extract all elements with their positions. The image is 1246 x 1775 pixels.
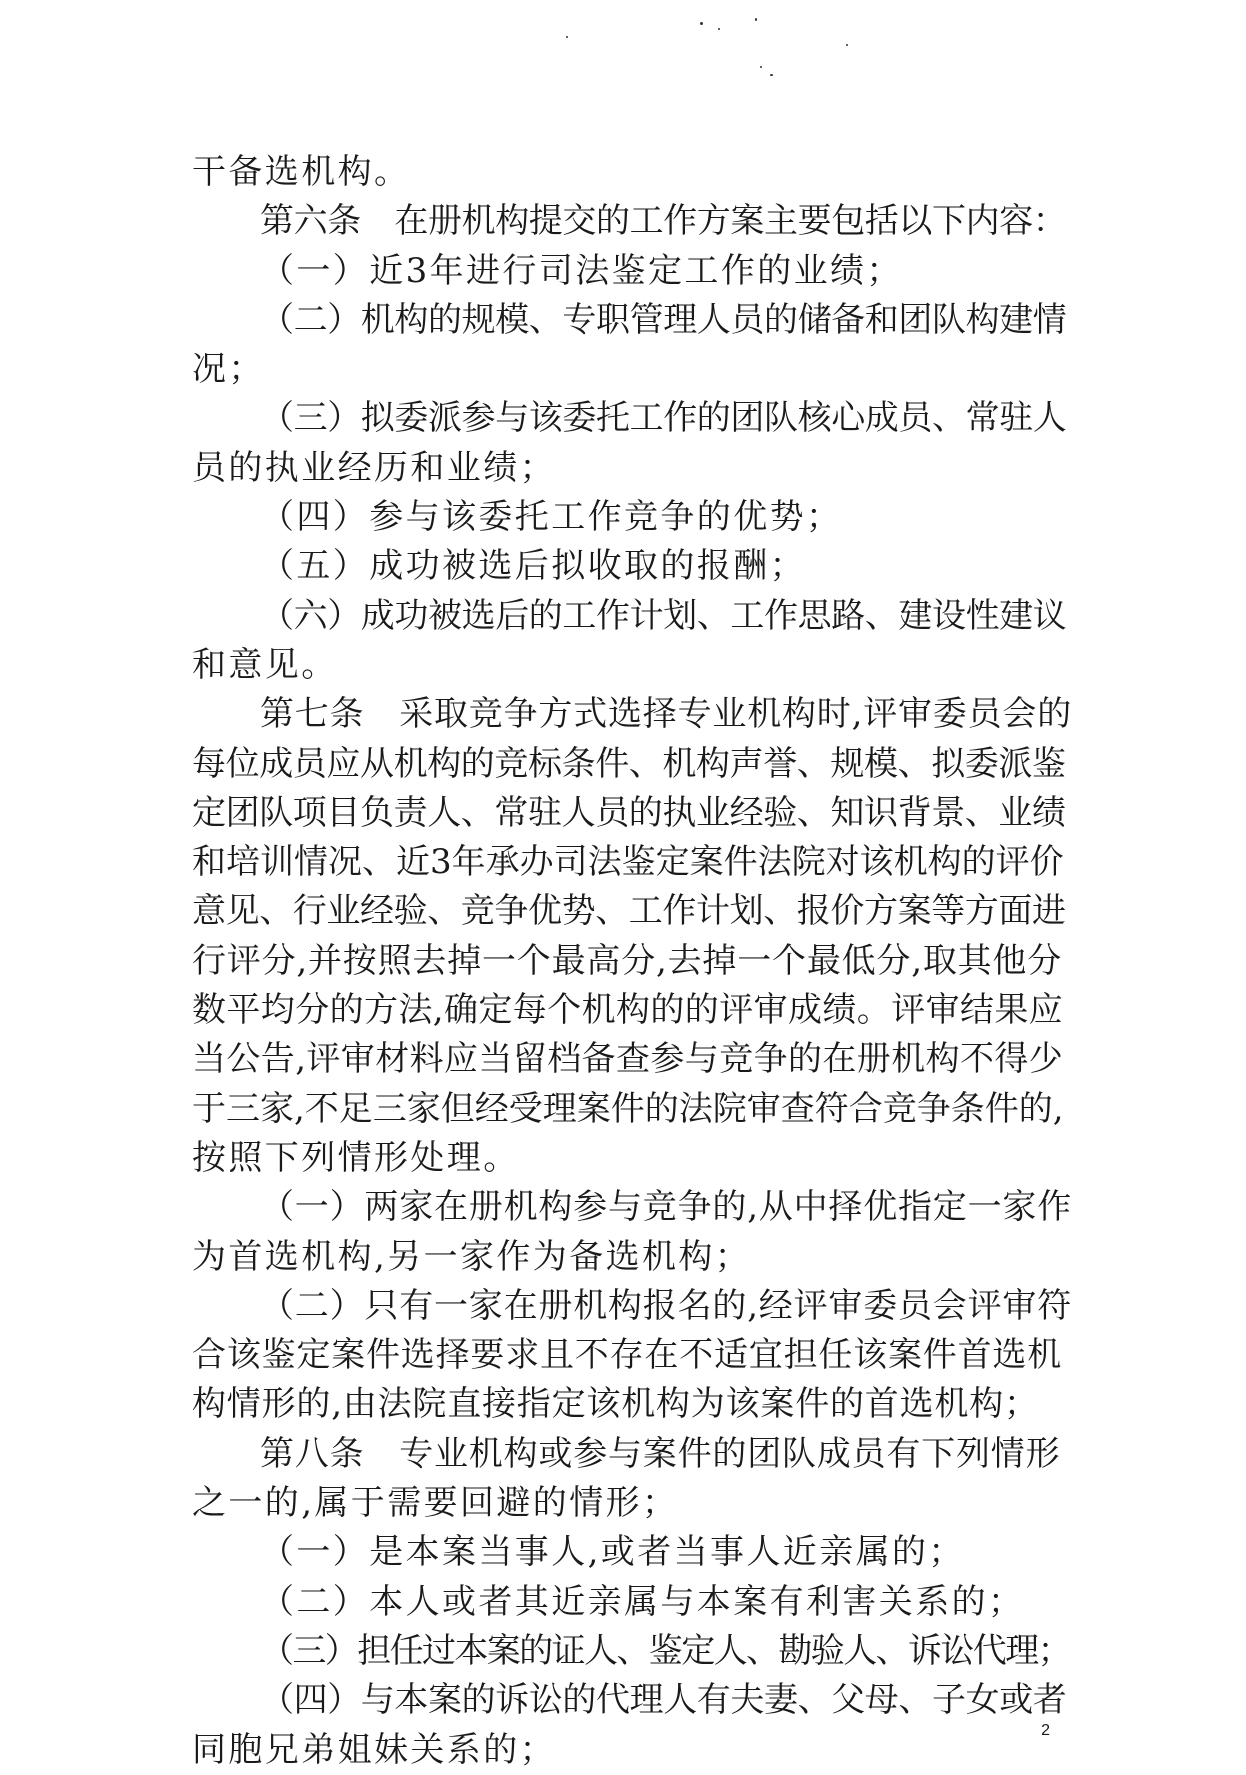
scan-speck bbox=[718, 28, 720, 30]
text-line: （一）近3年进行司法鉴定工作的业绩； bbox=[260, 250, 903, 291]
text-line: 当公告,评审材料应当留档备查参与竞争的在册机构不得少 bbox=[192, 1039, 1064, 1080]
page-number: 2 bbox=[1041, 1722, 1050, 1739]
text-line: （三）拟委派参与该委托工作的团队核心成员、常驻人 bbox=[260, 398, 1067, 439]
text-line: （三）担任过本案的证人、鉴定人、勘验人、诉讼代理； bbox=[260, 1630, 1070, 1671]
scan-speck bbox=[566, 36, 568, 38]
text-line: 定团队项目负责人、常驻人员的执业经验、知识背景、业绩 bbox=[192, 792, 1066, 833]
scan-speck bbox=[770, 74, 773, 76]
text-line: 合该鉴定案件选择要求且不存在不适宜担任该案件首选机 bbox=[192, 1335, 1062, 1376]
text-line: 干备选机构。 bbox=[192, 152, 411, 192]
text-line: 第七条 采取竞争方式选择专业机构时,评审委员会的 bbox=[260, 694, 1073, 735]
text-line: （一）是本案当事人,或者当事人近亲属的； bbox=[260, 1532, 965, 1573]
text-line: （一）两家在册机构参与竞争的,从中择优指定一家作 bbox=[260, 1187, 1073, 1228]
scan-speck bbox=[755, 18, 757, 21]
text-line: 第六条 在册机构提交的工作方案主要包括以下内容： bbox=[260, 201, 1067, 242]
text-line: 之一的,属于需要回避的情形； bbox=[192, 1483, 679, 1524]
text-line: （二）机构的规模、专职管理人员的储备和团队构建情 bbox=[260, 299, 1067, 340]
text-line: （二）本人或者其近亲属与本案有利害关系的； bbox=[260, 1581, 1025, 1622]
scan-speck bbox=[760, 66, 762, 68]
text-line: （五）成功被选后拟收取的报酬； bbox=[260, 546, 806, 587]
text-line: 况； bbox=[192, 349, 265, 390]
text-line: 第八条 专业机构或参与案件的团队成员有下列情形 bbox=[260, 1433, 1061, 1474]
text-line: 同胞兄弟姐妹关系的； bbox=[192, 1729, 556, 1770]
text-line: 行评分,并按照去掉一个最高分,去掉一个最低分,取其他分 bbox=[192, 940, 1063, 981]
text-line: （六）成功被选后的工作计划、工作思路、建设性建议 bbox=[260, 595, 1067, 636]
text-line: 为首选机构,另一家作为备选机构； bbox=[192, 1236, 752, 1277]
text-line: （四）与本案的诉讼的代理人有夫妻、父母、子女或者 bbox=[260, 1680, 1067, 1721]
text-line: （二）只有一家在册机构报名的,经评审委员会评审符 bbox=[260, 1285, 1073, 1326]
text-line: 和意见。 bbox=[192, 644, 338, 685]
text-line: 数平均分的方法,确定每个机构的的评审成绩。评审结果应 bbox=[192, 990, 1064, 1031]
text-line: 于三家,不足三家但经受理案件的法院审查符合竞争条件的, bbox=[192, 1088, 1064, 1129]
text-line: 按照下列情形处理。 bbox=[192, 1137, 520, 1178]
document-body bbox=[192, 148, 1072, 1775]
text-line: 和培训情况、近3年承办司法鉴定案件法院对该机构的评价 bbox=[192, 842, 1064, 883]
text-line: 员的执业经历和业绩； bbox=[192, 447, 556, 488]
text-line: 构情形的,由法院直接指定该机构为该案件的首选机构； bbox=[192, 1384, 1039, 1425]
text-line: 意见、行业经验、竞争优势、工作计划、报价方案等方面进 bbox=[192, 891, 1066, 932]
scan-speck bbox=[700, 22, 703, 25]
text-line: （四）参与该委托工作竞争的优势； bbox=[260, 497, 843, 538]
text-line: 每位成员应从机构的竞标条件、机构声誉、规模、拟委派鉴 bbox=[192, 743, 1066, 784]
scan-speck bbox=[846, 44, 848, 46]
